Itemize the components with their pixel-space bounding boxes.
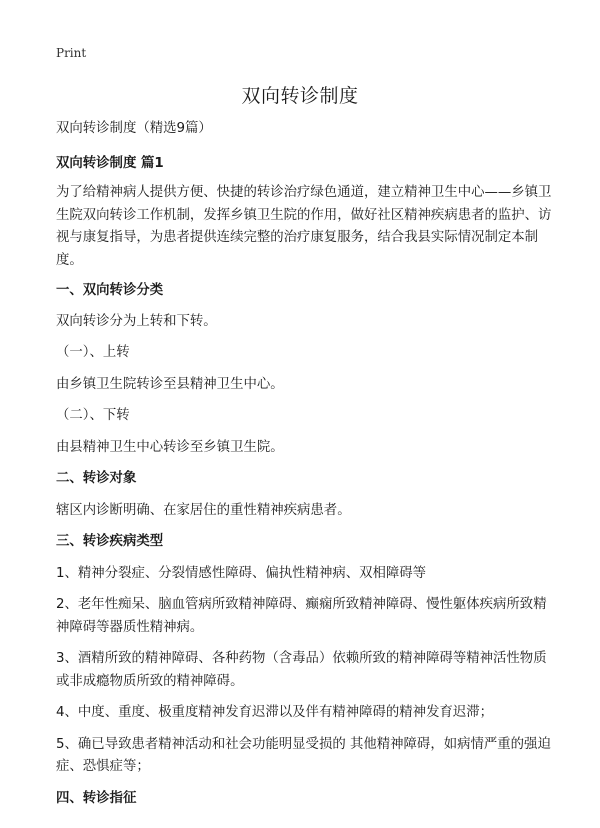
paragraph-target: 辖区内诊断明确、在家居住的重性精神疾病患者。 xyxy=(56,502,351,518)
document-subtitle: 双向转诊制度（精选9篇） xyxy=(56,121,212,136)
list-item-3: 3、酒精所致的精神障碍、各种药物（含毒品）依赖所致的精神障碍等精神活性物质或非成瘾物质所致的精神障碍。 xyxy=(56,651,547,689)
heading-classification: 一、双向转诊分类 xyxy=(56,283,164,298)
page-title: 双向转诊制度 xyxy=(241,85,359,107)
heading-disease-types: 三、转诊疾病类型 xyxy=(56,534,164,549)
paragraph-upward: 由乡镇卫生院转诊至县精神卫生中心。 xyxy=(56,376,284,392)
list-item-5: 5、确已导致患者精神活动和社会功能明显受损的 其他精神障碍，如病情严重的强迫症、恐惧症等； xyxy=(56,736,551,774)
intro-paragraph: 为了给精神病人提供方便、快捷的转诊治疗绿色通道，建立精神卫生中心——乡镇卫生院双向转诊工作机制，发挥乡镇卫生院的作用，做好社区精神疾病患者的监护、访视与康复指导，为患者提供连续完整的治疗康复服务，结合我县实际情况制定本制度。 xyxy=(56,185,552,268)
paragraph-classification: 双向转诊分为上转和下转。 xyxy=(56,313,217,329)
heading-target: 二、转诊对象 xyxy=(56,471,137,486)
list-item-4: 4、中度、重度、极重度精神发育迟滞以及伴有精神障碍的精神发育迟滞； xyxy=(56,705,494,720)
heading-indications: 四、转诊指征 xyxy=(56,790,137,806)
print-link[interactable]: Print xyxy=(56,46,87,60)
subheading-downward: （二）、下转 xyxy=(56,408,130,423)
list-item-1: 1、精神分裂症、分裂情感性障碍、偏执性精神病、双相障碍等 xyxy=(56,565,427,581)
subheading-upward: （一）、上转 xyxy=(56,345,130,360)
section-heading: 双向转诊制度 篇1 xyxy=(56,155,164,171)
list-item-2: 2、老年性痴呆、脑血管病所致精神障碍、癫痫所致精神障碍、慢性躯体疾病所致精神障碍等器质性精神病。 xyxy=(56,597,547,635)
document-body xyxy=(56,118,552,810)
paragraph-downward: 由县精神卫生中心转诊至乡镇卫生院。 xyxy=(56,439,284,455)
